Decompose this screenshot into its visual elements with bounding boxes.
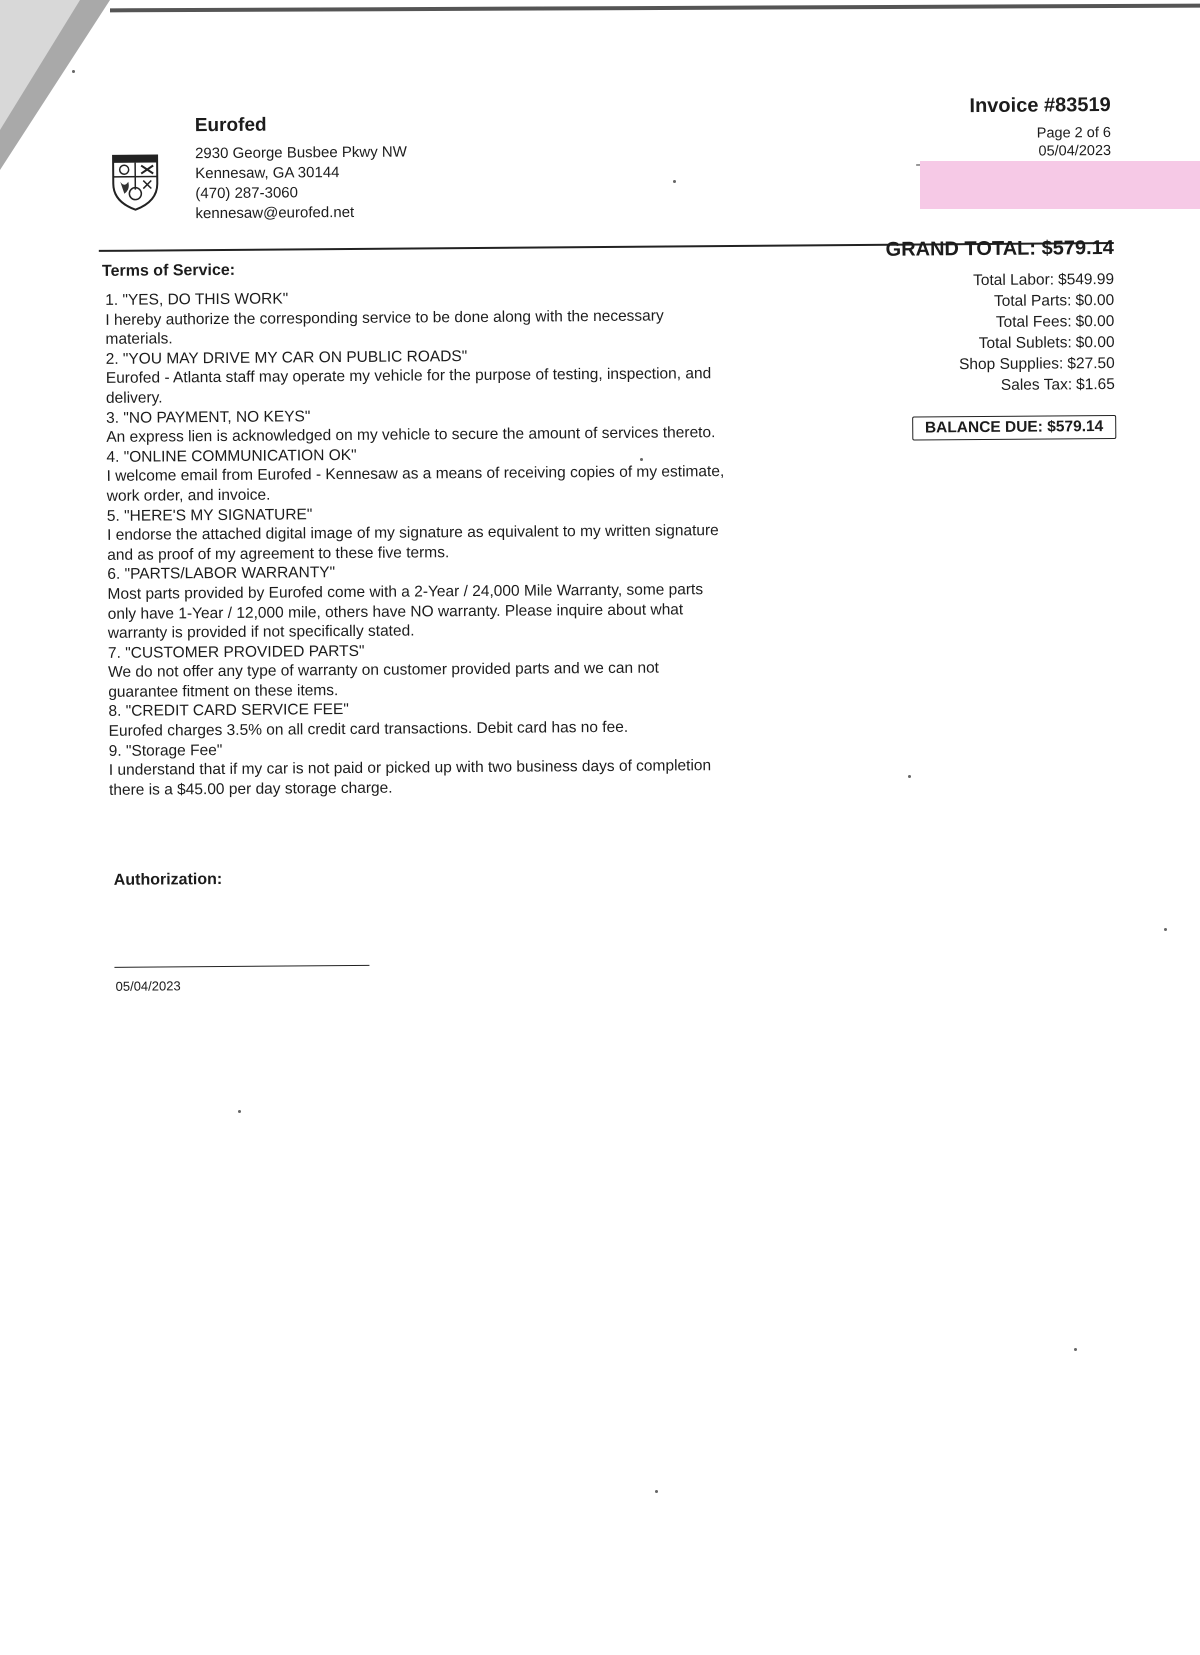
scan-speck bbox=[1164, 928, 1167, 931]
scan-speck bbox=[238, 1110, 241, 1113]
terms-item bbox=[109, 737, 729, 801]
grand-total: GRAND TOTAL: $579.14 bbox=[886, 237, 1114, 262]
terms-item-title: 3. "NO PAYMENT, NO KEYS" bbox=[106, 404, 726, 428]
invoice-date: 05/04/2023 bbox=[1037, 142, 1111, 161]
terms-list bbox=[105, 286, 729, 800]
total-label: Total Labor: bbox=[973, 271, 1054, 289]
crest-icon bbox=[110, 149, 160, 211]
shop-supplies-row bbox=[955, 353, 1115, 375]
terms-item-title: 9. "Storage Fee" bbox=[109, 737, 729, 761]
terms-item bbox=[106, 345, 726, 409]
authorization-date: 05/04/2023 bbox=[116, 978, 181, 994]
page-number: Page 2 of 6 bbox=[1037, 124, 1111, 143]
total-labor-row bbox=[954, 269, 1114, 291]
total-parts-row bbox=[954, 290, 1114, 312]
terms-item bbox=[105, 286, 725, 350]
sales-tax-row bbox=[955, 374, 1115, 396]
terms-item-title: 6. "PARTS/LABOR WARRANTY" bbox=[107, 560, 727, 584]
total-value: $0.00 bbox=[1076, 313, 1115, 330]
total-value: $27.50 bbox=[1067, 355, 1115, 372]
terms-item-body: Eurofed - Atlanta staff may operate my vehicle for the purpose of testing, inspection, and delivery. bbox=[106, 364, 726, 408]
redaction-patch bbox=[920, 161, 1200, 209]
balance-due: BALANCE DUE: $579.14 bbox=[912, 415, 1116, 441]
total-fees-row bbox=[955, 311, 1115, 333]
company-phone: (470) 287-3060 bbox=[195, 183, 407, 205]
company-address bbox=[195, 143, 407, 225]
terms-item-body: I hereby authorize the corresponding service to be done along with the necessary materials. bbox=[105, 306, 725, 350]
terms-item bbox=[107, 502, 727, 566]
total-value: $0.00 bbox=[1076, 334, 1115, 351]
terms-item-title: 7. "CUSTOMER PROVIDED PARTS" bbox=[108, 639, 728, 663]
terms-heading: Terms of Service: bbox=[102, 262, 235, 281]
company-email: kennesaw@eurofed.net bbox=[195, 203, 407, 225]
total-value: $0.00 bbox=[1075, 292, 1114, 309]
terms-item-body: An express lien is acknowledged on my vehicle to secure the amount of services thereto. bbox=[106, 423, 726, 447]
total-value: $1.65 bbox=[1076, 376, 1115, 393]
signature-line bbox=[114, 965, 369, 968]
terms-item-title: 4. "ONLINE COMMUNICATION OK" bbox=[106, 443, 726, 467]
terms-item-body: We do not offer any type of warranty on customer provided parts and we can not guarantee fitment on these items. bbox=[108, 658, 728, 702]
scan-speck bbox=[908, 775, 911, 778]
terms-item-body: I welcome email from Eurofed - Kennesaw as a means of receiving copies of my estimate, work order, and invoice. bbox=[107, 462, 727, 506]
scan-speck bbox=[655, 1490, 658, 1493]
terms-item-title: 1. "YES, DO THIS WORK" bbox=[105, 286, 725, 310]
scan-speck bbox=[72, 70, 75, 73]
total-label: Sales Tax: bbox=[1001, 376, 1072, 394]
total-label: Total Fees: bbox=[996, 313, 1072, 331]
invoice-meta bbox=[1037, 124, 1111, 161]
total-label: Total Sublets: bbox=[979, 334, 1072, 352]
address-line-2: Kennesaw, GA 30144 bbox=[195, 163, 407, 185]
terms-item bbox=[106, 443, 726, 507]
terms-item-title: 2. "YOU MAY DRIVE MY CAR ON PUBLIC ROADS" bbox=[106, 345, 726, 369]
terms-item bbox=[108, 639, 728, 703]
terms-item-body: Eurofed charges 3.5% on all credit card transactions. Debit card has no fee. bbox=[109, 717, 729, 741]
terms-item bbox=[106, 404, 726, 448]
terms-item bbox=[108, 697, 728, 741]
terms-item bbox=[107, 560, 728, 643]
terms-item-title: 5. "HERE'S MY SIGNATURE" bbox=[107, 502, 727, 526]
terms-item-body: I endorse the attached digital image of my signature as equivalent to my written signature and as proof of my agreement to these five terms. bbox=[107, 521, 727, 565]
terms-item-body: Most parts provided by Eurofed come with a 2-Year / 24,000 Mile Warranty, some parts only have 1-Year / 12,000 mile, others have NO warranty. Please inquire about what warranty is provided if not specifically stated. bbox=[107, 580, 727, 644]
scan-speck bbox=[673, 180, 676, 183]
address-line-1: 2930 George Busbee Pkwy NW bbox=[195, 143, 407, 165]
invoice-title: Invoice #83519 bbox=[969, 94, 1110, 118]
scan-speck bbox=[640, 458, 643, 461]
total-value: $549.99 bbox=[1058, 271, 1114, 288]
scan-speck bbox=[1074, 1348, 1077, 1351]
total-label: Total Parts: bbox=[994, 292, 1072, 310]
total-sublets-row bbox=[955, 332, 1115, 354]
total-label: Shop Supplies: bbox=[959, 355, 1063, 373]
terms-item-body: I understand that if my car is not paid or picked up with two business days of completion there is a $45.00 per day storage charge. bbox=[109, 756, 729, 800]
authorization-label: Authorization: bbox=[114, 871, 223, 890]
company-name: Eurofed bbox=[195, 115, 267, 138]
terms-item-title: 8. "CREDIT CARD SERVICE FEE" bbox=[108, 697, 728, 721]
totals-breakdown bbox=[954, 269, 1115, 396]
